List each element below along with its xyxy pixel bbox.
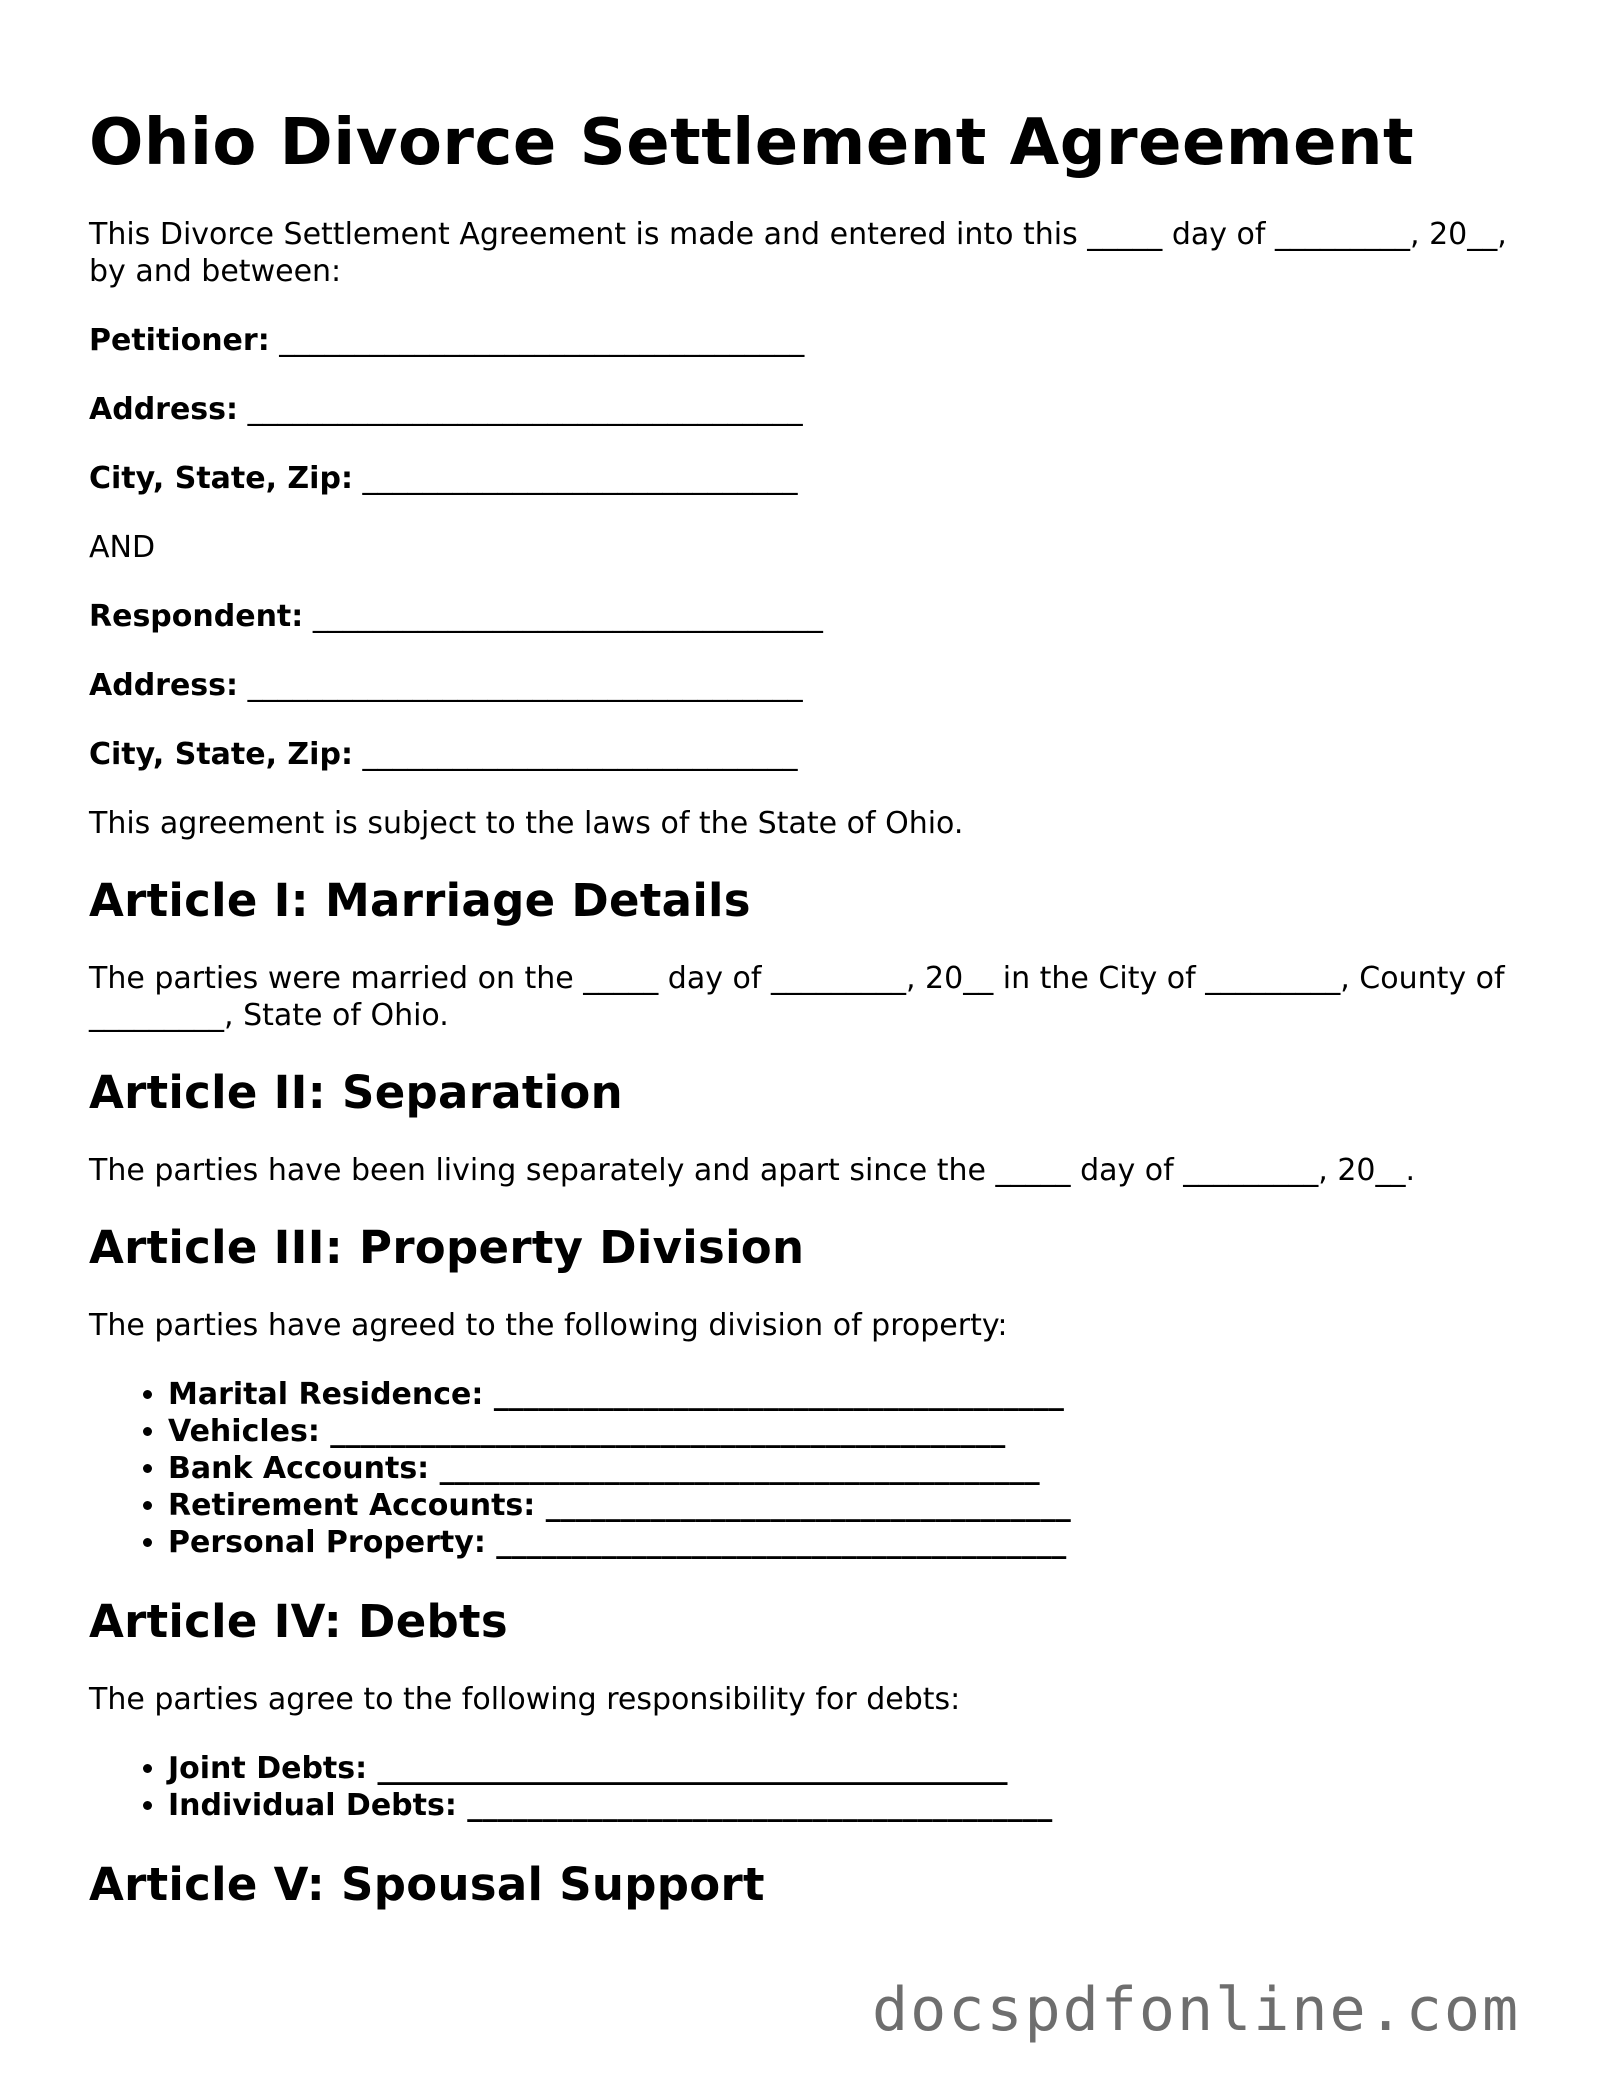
watermark-text: docspdfonline.com	[872, 1975, 1521, 2045]
respondent-city-blank: _____________________________	[362, 736, 798, 772]
petitioner-city-label: City, State, Zip:	[89, 460, 353, 496]
respondent-name-field	[89, 598, 1529, 635]
petitioner-address-label: Address:	[89, 391, 239, 427]
property-list	[89, 1376, 1529, 1561]
list-item: • Vehicles: _____________________________________________	[168, 1413, 1529, 1450]
respondent-address-field	[89, 667, 1529, 704]
article-2-heading: Article II: Separation	[89, 1065, 623, 1119]
article-5-heading: Article V: Spousal Support	[89, 1857, 765, 1911]
list-item: • Individual Debts: _______________________________________	[168, 1787, 1529, 1824]
respondent-address-label: Address:	[89, 667, 239, 703]
respondent-name-blank: __________________________________	[312, 598, 823, 634]
article-3-text: The parties have agreed to the following division of property:	[89, 1307, 1008, 1343]
and-separator: AND	[89, 529, 156, 565]
list-item: • Bank Accounts: ________________________________________	[168, 1450, 1529, 1487]
petitioner-name-blank: ___________________________________	[279, 322, 805, 358]
petitioner-city-field	[89, 460, 1529, 497]
debts-list	[89, 1750, 1529, 1824]
respondent-city-field	[89, 736, 1529, 773]
petitioner-name-label: Petitioner:	[89, 322, 270, 358]
petitioner-name-field	[89, 322, 1529, 359]
governing-law-text: This agreement is subject to the laws of the State of Ohio.	[89, 805, 964, 841]
list-item: • Retirement Accounts: ___________________________________	[168, 1487, 1529, 1524]
list-item: • Marital Residence: ______________________________________	[168, 1376, 1529, 1413]
respondent-address-blank: _____________________________________	[247, 667, 803, 703]
article-4-text: The parties agree to the following responsibility for debts:	[89, 1681, 961, 1717]
list-item: • Joint Debts: __________________________________________	[168, 1750, 1529, 1787]
petitioner-address-field	[89, 391, 1529, 428]
article-1-text: The parties were married on the _____ day of _________, 20__ in the City of _________, County of _________, State of Ohio.	[89, 960, 1505, 1033]
article-3-heading: Article III: Property Division	[89, 1220, 805, 1274]
article-2-text: The parties have been living separately and apart since the _____ day of _________, 20__.	[89, 1152, 1416, 1188]
article-4-heading: Article IV: Debts	[89, 1594, 508, 1648]
list-item: • Personal Property: ______________________________________	[168, 1524, 1529, 1561]
document-page	[89, 105, 1529, 1944]
respondent-city-label: City, State, Zip:	[89, 736, 353, 772]
petitioner-address-blank: _____________________________________	[247, 391, 803, 427]
petitioner-city-blank: _____________________________	[362, 460, 798, 496]
document-title: Ohio Divorce Settlement Agreement	[89, 106, 1415, 180]
respondent-name-label: Respondent:	[89, 598, 304, 634]
intro-paragraph: This Divorce Settlement Agreement is made and entered into this _____ day of _________, 20__, by and between:	[89, 216, 1507, 289]
article-1-heading: Article I: Marriage Details	[89, 873, 751, 927]
